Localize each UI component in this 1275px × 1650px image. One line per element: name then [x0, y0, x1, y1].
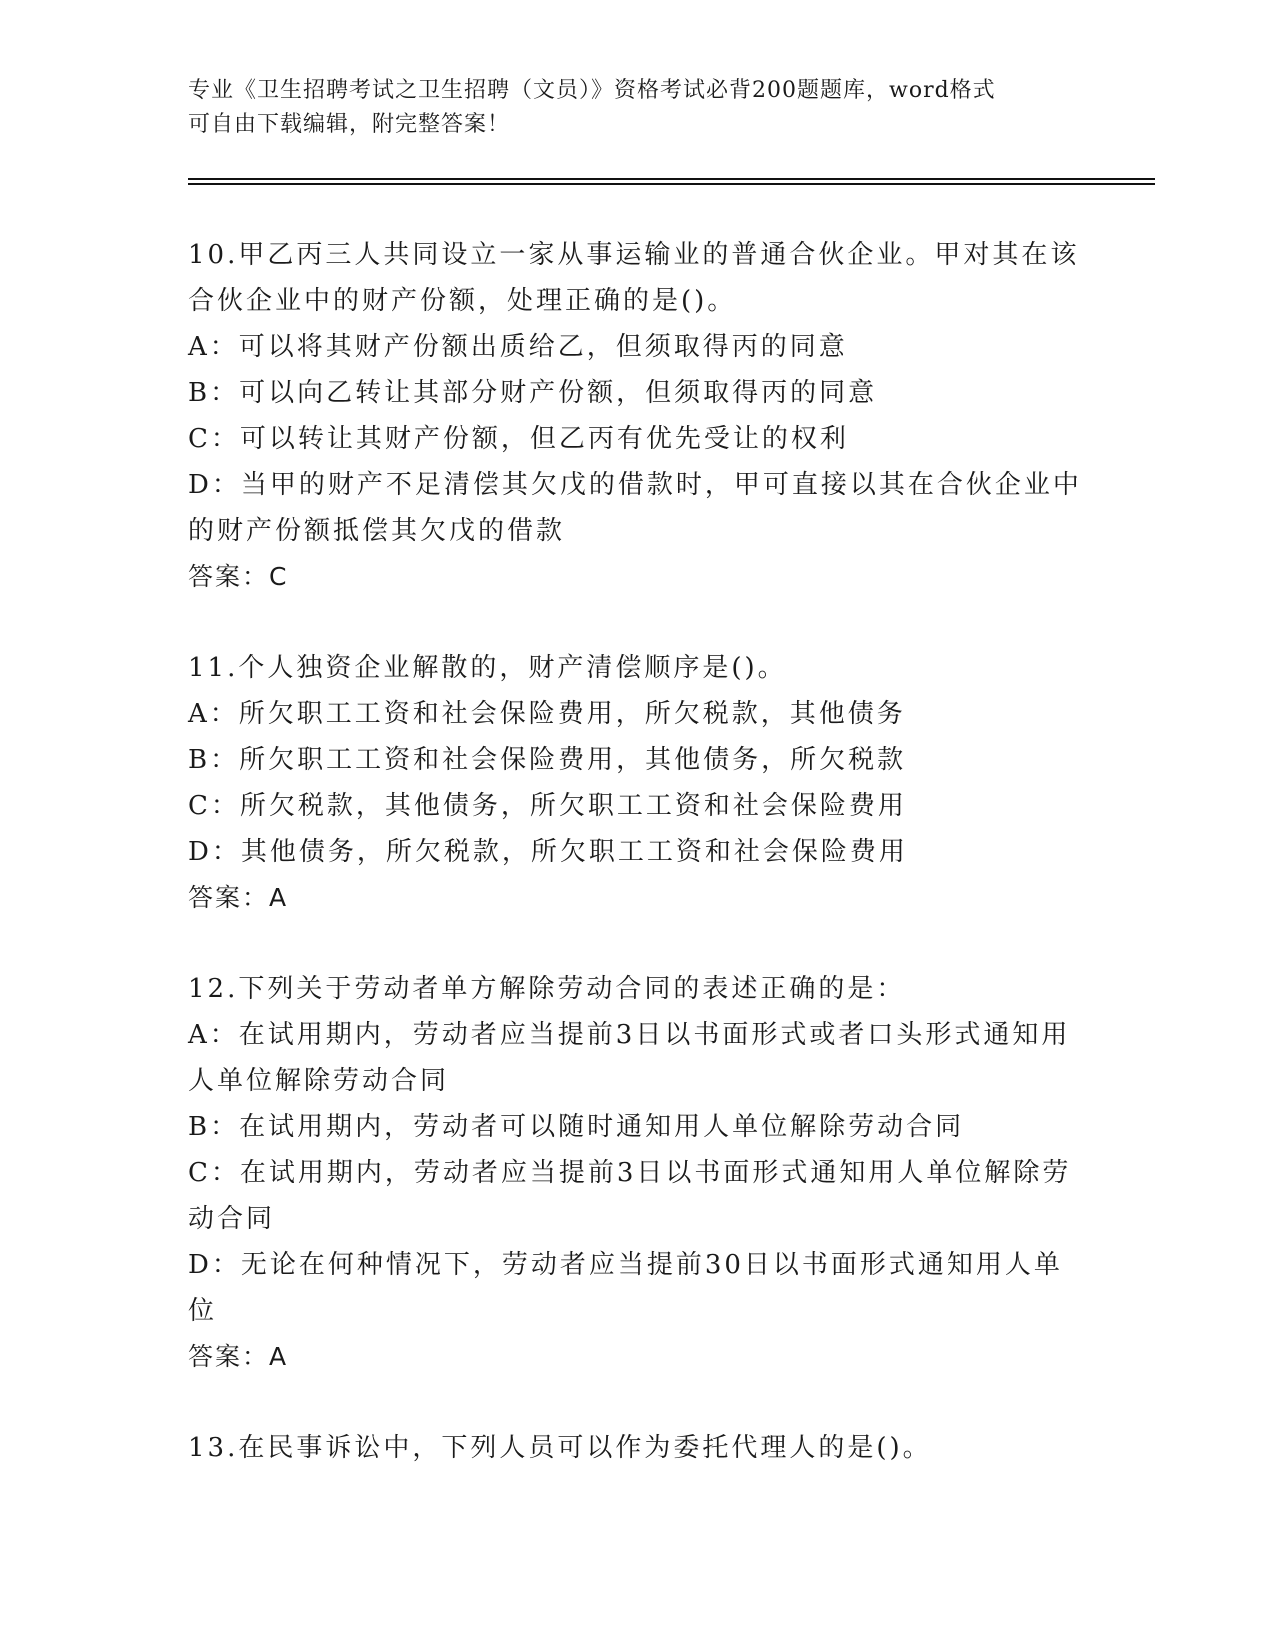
answer-label: 答案：A [188, 1342, 289, 1371]
option-c: C：可以转让其财产份额，但乙丙有优先受让的权利 [188, 424, 849, 454]
header-line-1: 专业《卫生招聘考试之卫生招聘（文员）》资格考试必背200题题库，word格式 [188, 78, 996, 103]
option-a: A：所欠职工工资和社会保险费用，所欠税款，其他债务 [188, 699, 906, 729]
question-11 [188, 645, 1088, 921]
question-text-line: 12.下列关于劳动者单方解除劳动合同的表述正确的是： [188, 974, 906, 1004]
option-d: D：当甲的财产不足清偿其欠戊的借款时，甲可直接以其在合伙企业中 [188, 470, 1082, 500]
option-a-continued: 人单位解除劳动合同 [188, 1066, 450, 1096]
header-divider-bottom [188, 183, 1155, 185]
option-d: D：无论在何种情况下，劳动者应当提前30日以书面形式通知用人单 [188, 1250, 1063, 1280]
answer-label: 答案：A [188, 883, 289, 912]
option-b: B：可以向乙转让其部分财产份额，但须取得丙的同意 [188, 378, 878, 408]
option-a: A：可以将其财产份额出质给乙，但须取得丙的同意 [188, 332, 848, 362]
question-text-line: 10.甲乙丙三人共同设立一家从事运输业的普通合伙企业。甲对其在该 [188, 240, 1080, 270]
header-divider-top [188, 178, 1155, 180]
option-c-continued: 动合同 [188, 1204, 276, 1234]
question-text-line: 合伙企业中的财产份额，处理正确的是()。 [188, 286, 737, 316]
question-text-line: 11.个人独资企业解散的，财产清偿顺序是()。 [188, 653, 787, 683]
header-line-2: 可自由下载编辑，附完整答案！ [188, 112, 511, 137]
option-d: D：其他债务，所欠税款，所欠职工工资和社会保险费用 [188, 837, 908, 867]
question-13 [188, 1425, 1088, 1471]
question-10 [188, 232, 1088, 600]
question-12 [188, 966, 1088, 1380]
option-c: C：所欠税款，其他债务，所欠职工工资和社会保险费用 [188, 791, 907, 821]
option-d-continued: 的财产份额抵偿其欠戊的借款 [188, 516, 566, 546]
question-text-line: 13.在民事诉讼中，下列人员可以作为委托代理人的是()。 [188, 1433, 932, 1463]
answer-label: 答案：C [188, 562, 289, 591]
option-b: B：在试用期内，劳动者可以随时通知用人单位解除劳动合同 [188, 1112, 965, 1142]
option-a: A：在试用期内，劳动者应当提前3日以书面形式或者口头形式通知用 [188, 1020, 1071, 1050]
question-list [188, 232, 1088, 1516]
option-d-continued: 位 [188, 1296, 218, 1326]
option-c: C：在试用期内，劳动者应当提前3日以书面形式通知用人单位解除劳 [188, 1158, 1072, 1188]
option-b: B：所欠职工工资和社会保险费用，其他债务，所欠税款 [188, 745, 907, 775]
document-header [188, 74, 1088, 142]
